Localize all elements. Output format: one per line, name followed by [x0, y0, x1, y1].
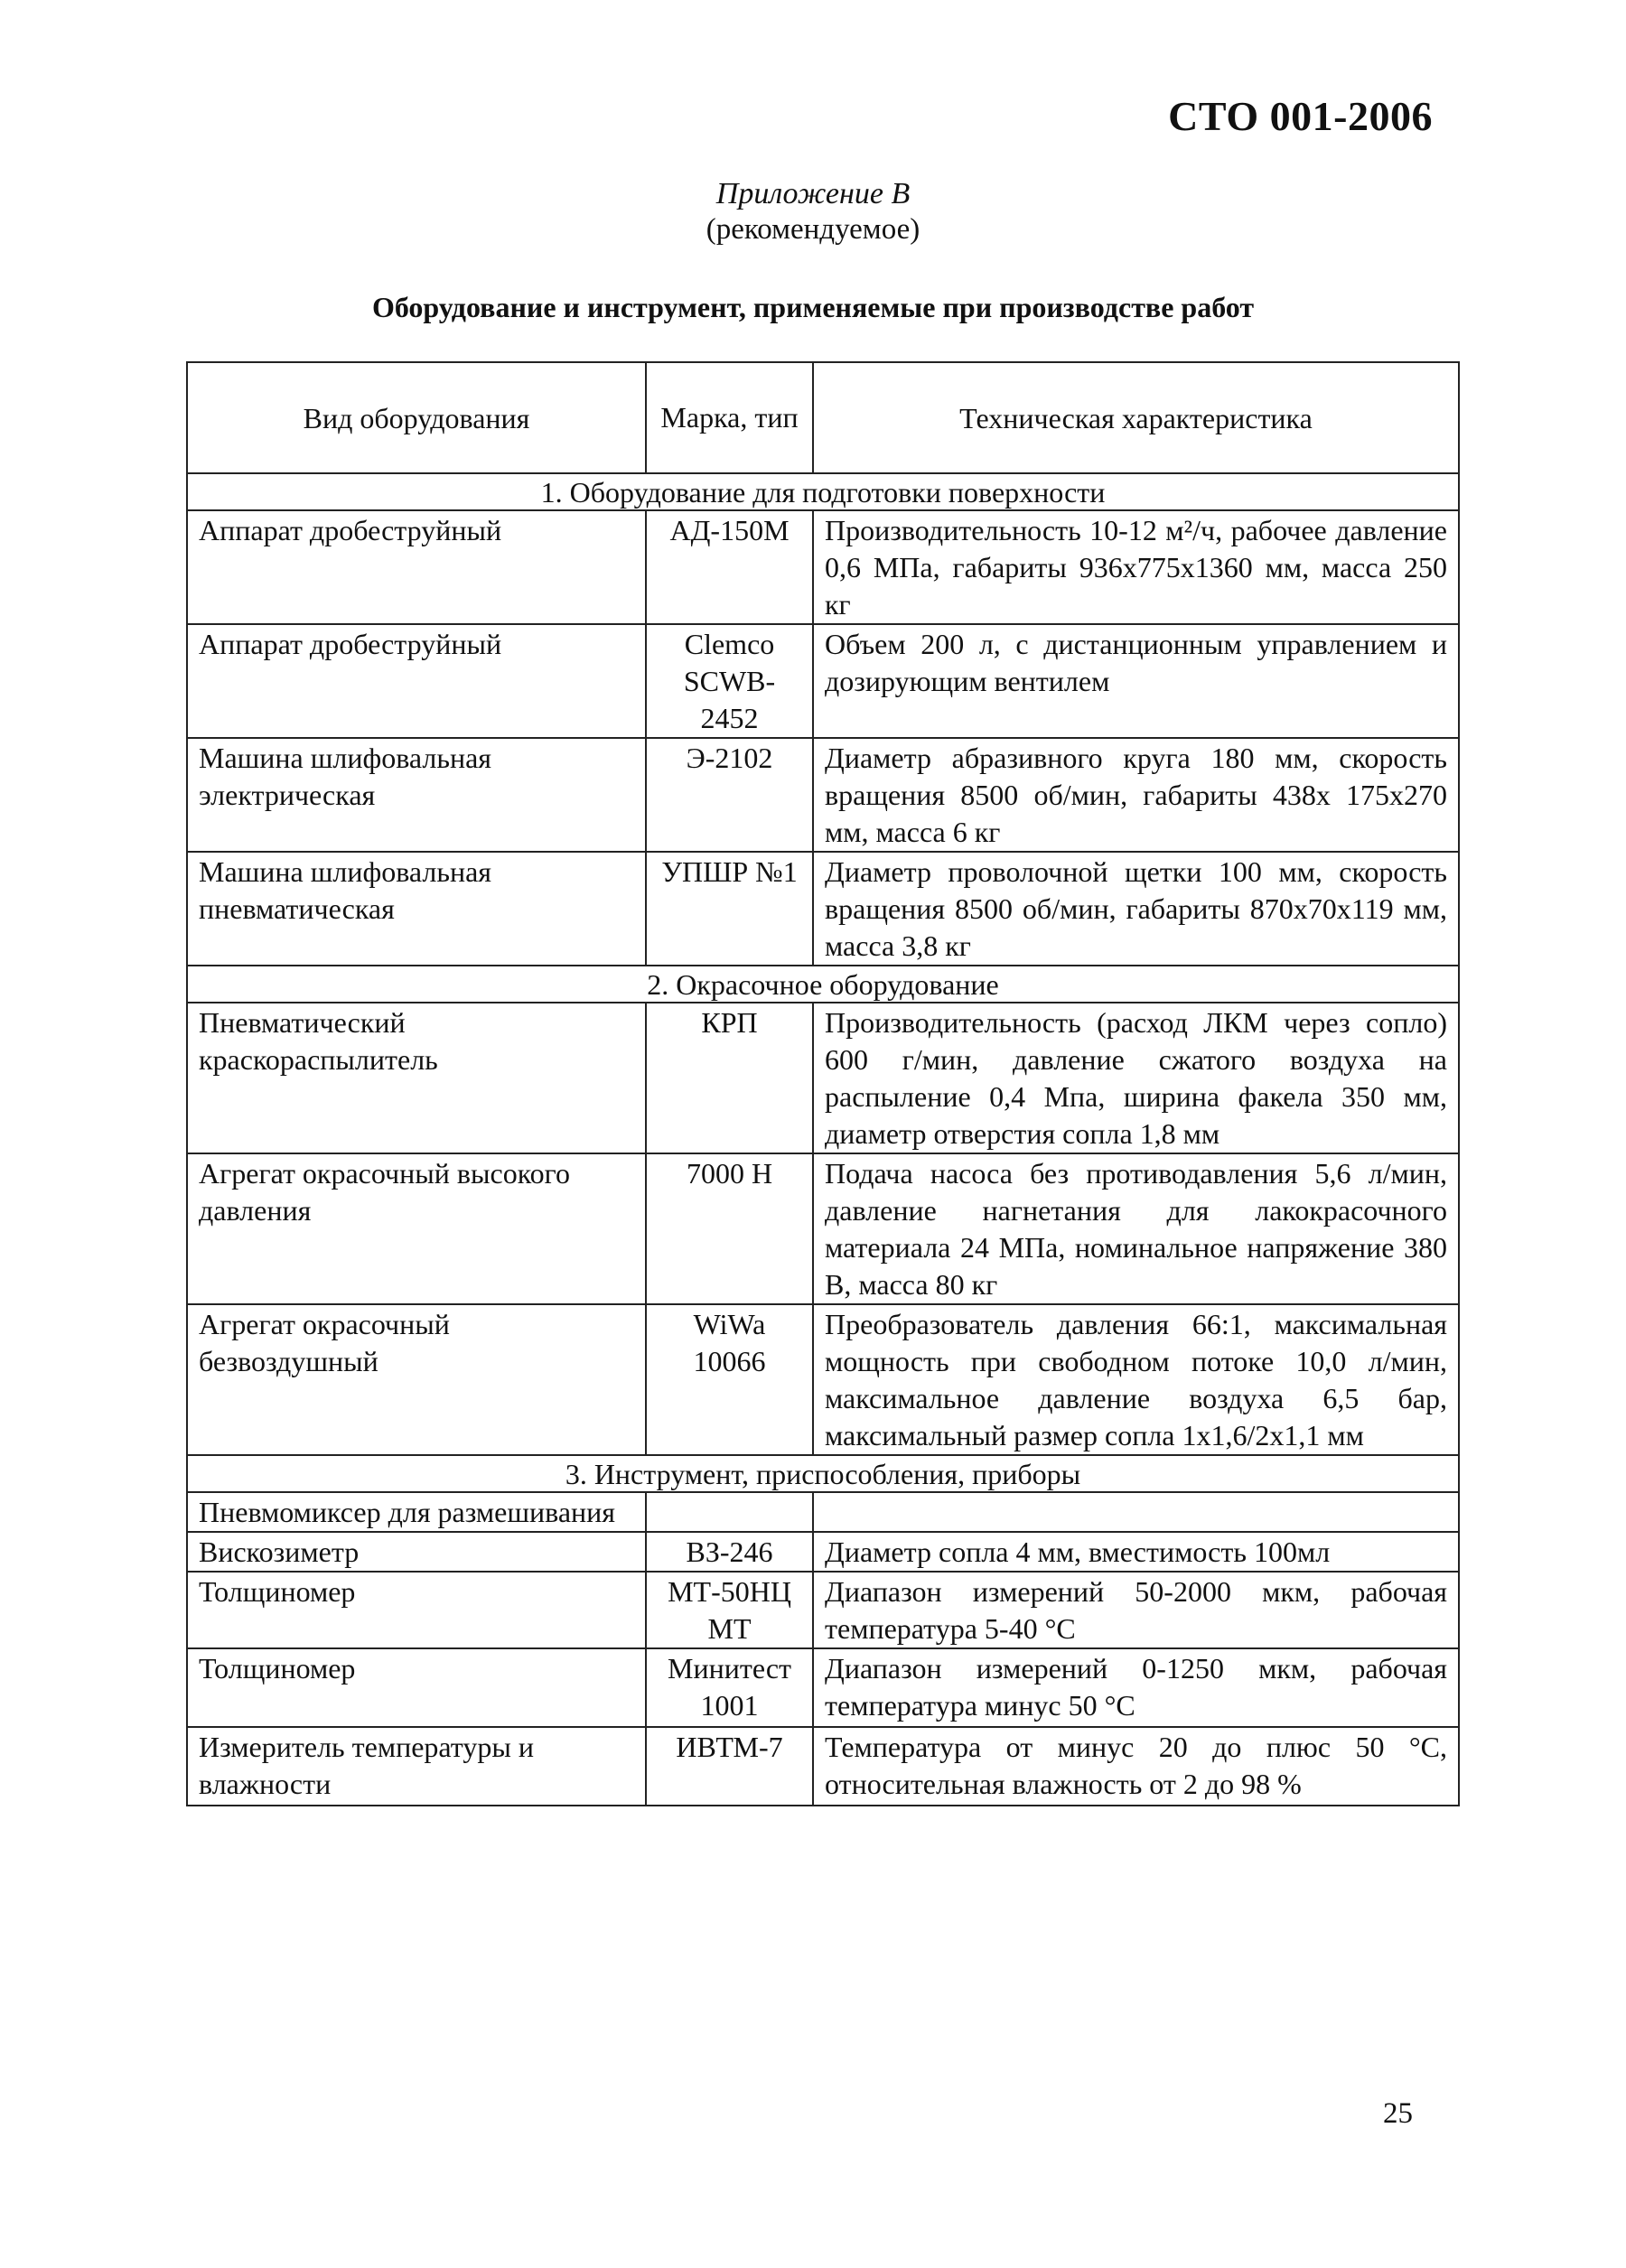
equipment-name: Машина шлифовальная электрическая: [187, 738, 646, 852]
section-row: [187, 1455, 1459, 1492]
equipment-spec: Диаметр абразивного круга 180 мм, скорость вращения 8500 об/мин, габариты 438х 175х270 мм, масса 6 кг: [813, 738, 1459, 852]
equipment-mark: 7000 Н: [646, 1153, 813, 1304]
equipment-table: [186, 361, 1460, 1806]
equipment-mark: ВЗ-246: [646, 1532, 813, 1572]
equipment-mark: Минитест 1001: [646, 1648, 813, 1727]
equipment-name: Вискозиметр: [187, 1532, 646, 1572]
equipment-mark: Clemco SCWB-2452: [646, 624, 813, 738]
table-row: [187, 510, 1459, 624]
section-title: 3. Инструмент, приспособления, приборы: [187, 1455, 1459, 1492]
table-row: [187, 1003, 1459, 1153]
section-title: 1. Оборудование для подготовки поверхности: [187, 473, 1459, 510]
table-row: [187, 738, 1459, 852]
column-header-spec: Техническая характеристика: [813, 362, 1459, 473]
table-row: [187, 1304, 1459, 1455]
document-code: СТО 001-2006: [1168, 93, 1433, 139]
page-number: 25: [1383, 2097, 1413, 2130]
section-title: 2. Окрасочное оборудование: [187, 966, 1459, 1003]
table-row: [187, 852, 1459, 966]
equipment-name: Толщиномер: [187, 1572, 646, 1648]
column-header-mark: Марка, тип: [646, 362, 813, 473]
equipment-name: Машина шлифовальная пневматическая: [187, 852, 646, 966]
equipment-spec: Диапазон измерений 50-2000 мкм, рабочая температура 5-40 °С: [813, 1572, 1459, 1648]
equipment-mark: АД-150М: [646, 510, 813, 624]
equipment-name: Измеритель температуры и влажности: [187, 1727, 646, 1806]
table-header-row: [187, 362, 1459, 473]
equipment-spec: Преобразователь давления 66:1, максимальная мощность при свободном потоке 10,0 л/мин, максимальное давление воздуха 6,5 бар, максимальный размер сопла 1х1,6/2х1,1 мм: [813, 1304, 1459, 1455]
section-row: [187, 473, 1459, 510]
equipment-mark: УПШР №1: [646, 852, 813, 966]
equipment-mark: КРП: [646, 1003, 813, 1153]
equipment-mark: ИВТМ-7: [646, 1727, 813, 1806]
equipment-spec: Подача насоса без противодавления 5,6 л/мин, давление нагнетания для лакокрасочного материала 24 МПа, номинальное напряжение 380 В, масса 80 кг: [813, 1153, 1459, 1304]
appendix-note: (рекомендуемое): [706, 213, 920, 246]
equipment-spec: Диаметр сопла 4 мм, вместимость 100мл: [813, 1532, 1459, 1572]
table-row: [187, 624, 1459, 738]
equipment-name: Аппарат дробеструйный: [187, 510, 646, 624]
equipment-name: Агрегат окрасочный безвоздушный: [187, 1304, 646, 1455]
table-row: [187, 1572, 1459, 1648]
equipment-spec: Объем 200 л, с дистанционным управлением и дозирующим вентилем: [813, 624, 1459, 738]
section-row: [187, 966, 1459, 1003]
column-header-type: Вид оборудования: [187, 362, 646, 473]
equipment-mark: МТ-50НЦ МТ: [646, 1572, 813, 1648]
equipment-mark: [646, 1492, 813, 1532]
table-row: [187, 1532, 1459, 1572]
equipment-spec: [813, 1492, 1459, 1532]
equipment-name: Толщиномер: [187, 1648, 646, 1727]
equipment-mark: WiWa 10066: [646, 1304, 813, 1455]
table-row: [187, 1153, 1459, 1304]
equipment-name: Аппарат дробеструйный: [187, 624, 646, 738]
equipment-spec: Диаметр проволочной щетки 100 мм, скорость вращения 8500 об/мин, габариты 870х70х119 мм, масса 3,8 кг: [813, 852, 1459, 966]
appendix-label: Приложение В: [715, 177, 911, 210]
equipment-spec: Диапазон измерений 0-1250 мкм, рабочая температура минус 50 °С: [813, 1648, 1459, 1727]
table-row: [187, 1492, 1459, 1532]
table-row: [187, 1727, 1459, 1806]
equipment-name: Агрегат окрасочный высокого давления: [187, 1153, 646, 1304]
equipment-name: Пневматический краскораспылитель: [187, 1003, 646, 1153]
equipment-spec: Температура от минус 20 до плюс 50 °С, относительная влажность от 2 до 98 %: [813, 1727, 1459, 1806]
equipment-mark: Э-2102: [646, 738, 813, 852]
equipment-spec: Производительность (расход ЛКМ через сопло) 600 г/мин, давление сжатого воздуха на распыление 0,4 Мпа, ширина факела 350 мм, диаметр отверстия сопла 1,8 мм: [813, 1003, 1459, 1153]
equipment-spec: Производительность 10-12 м²/ч, рабочее давление 0,6 МПа, габариты 936х775х1360 мм, масса 250 кг: [813, 510, 1459, 624]
table-row: [187, 1648, 1459, 1727]
equipment-name: Пневмомиксер для размешивания: [187, 1492, 646, 1532]
page-title: Оборудование и инструмент, применяемые при производстве работ: [371, 291, 1255, 323]
